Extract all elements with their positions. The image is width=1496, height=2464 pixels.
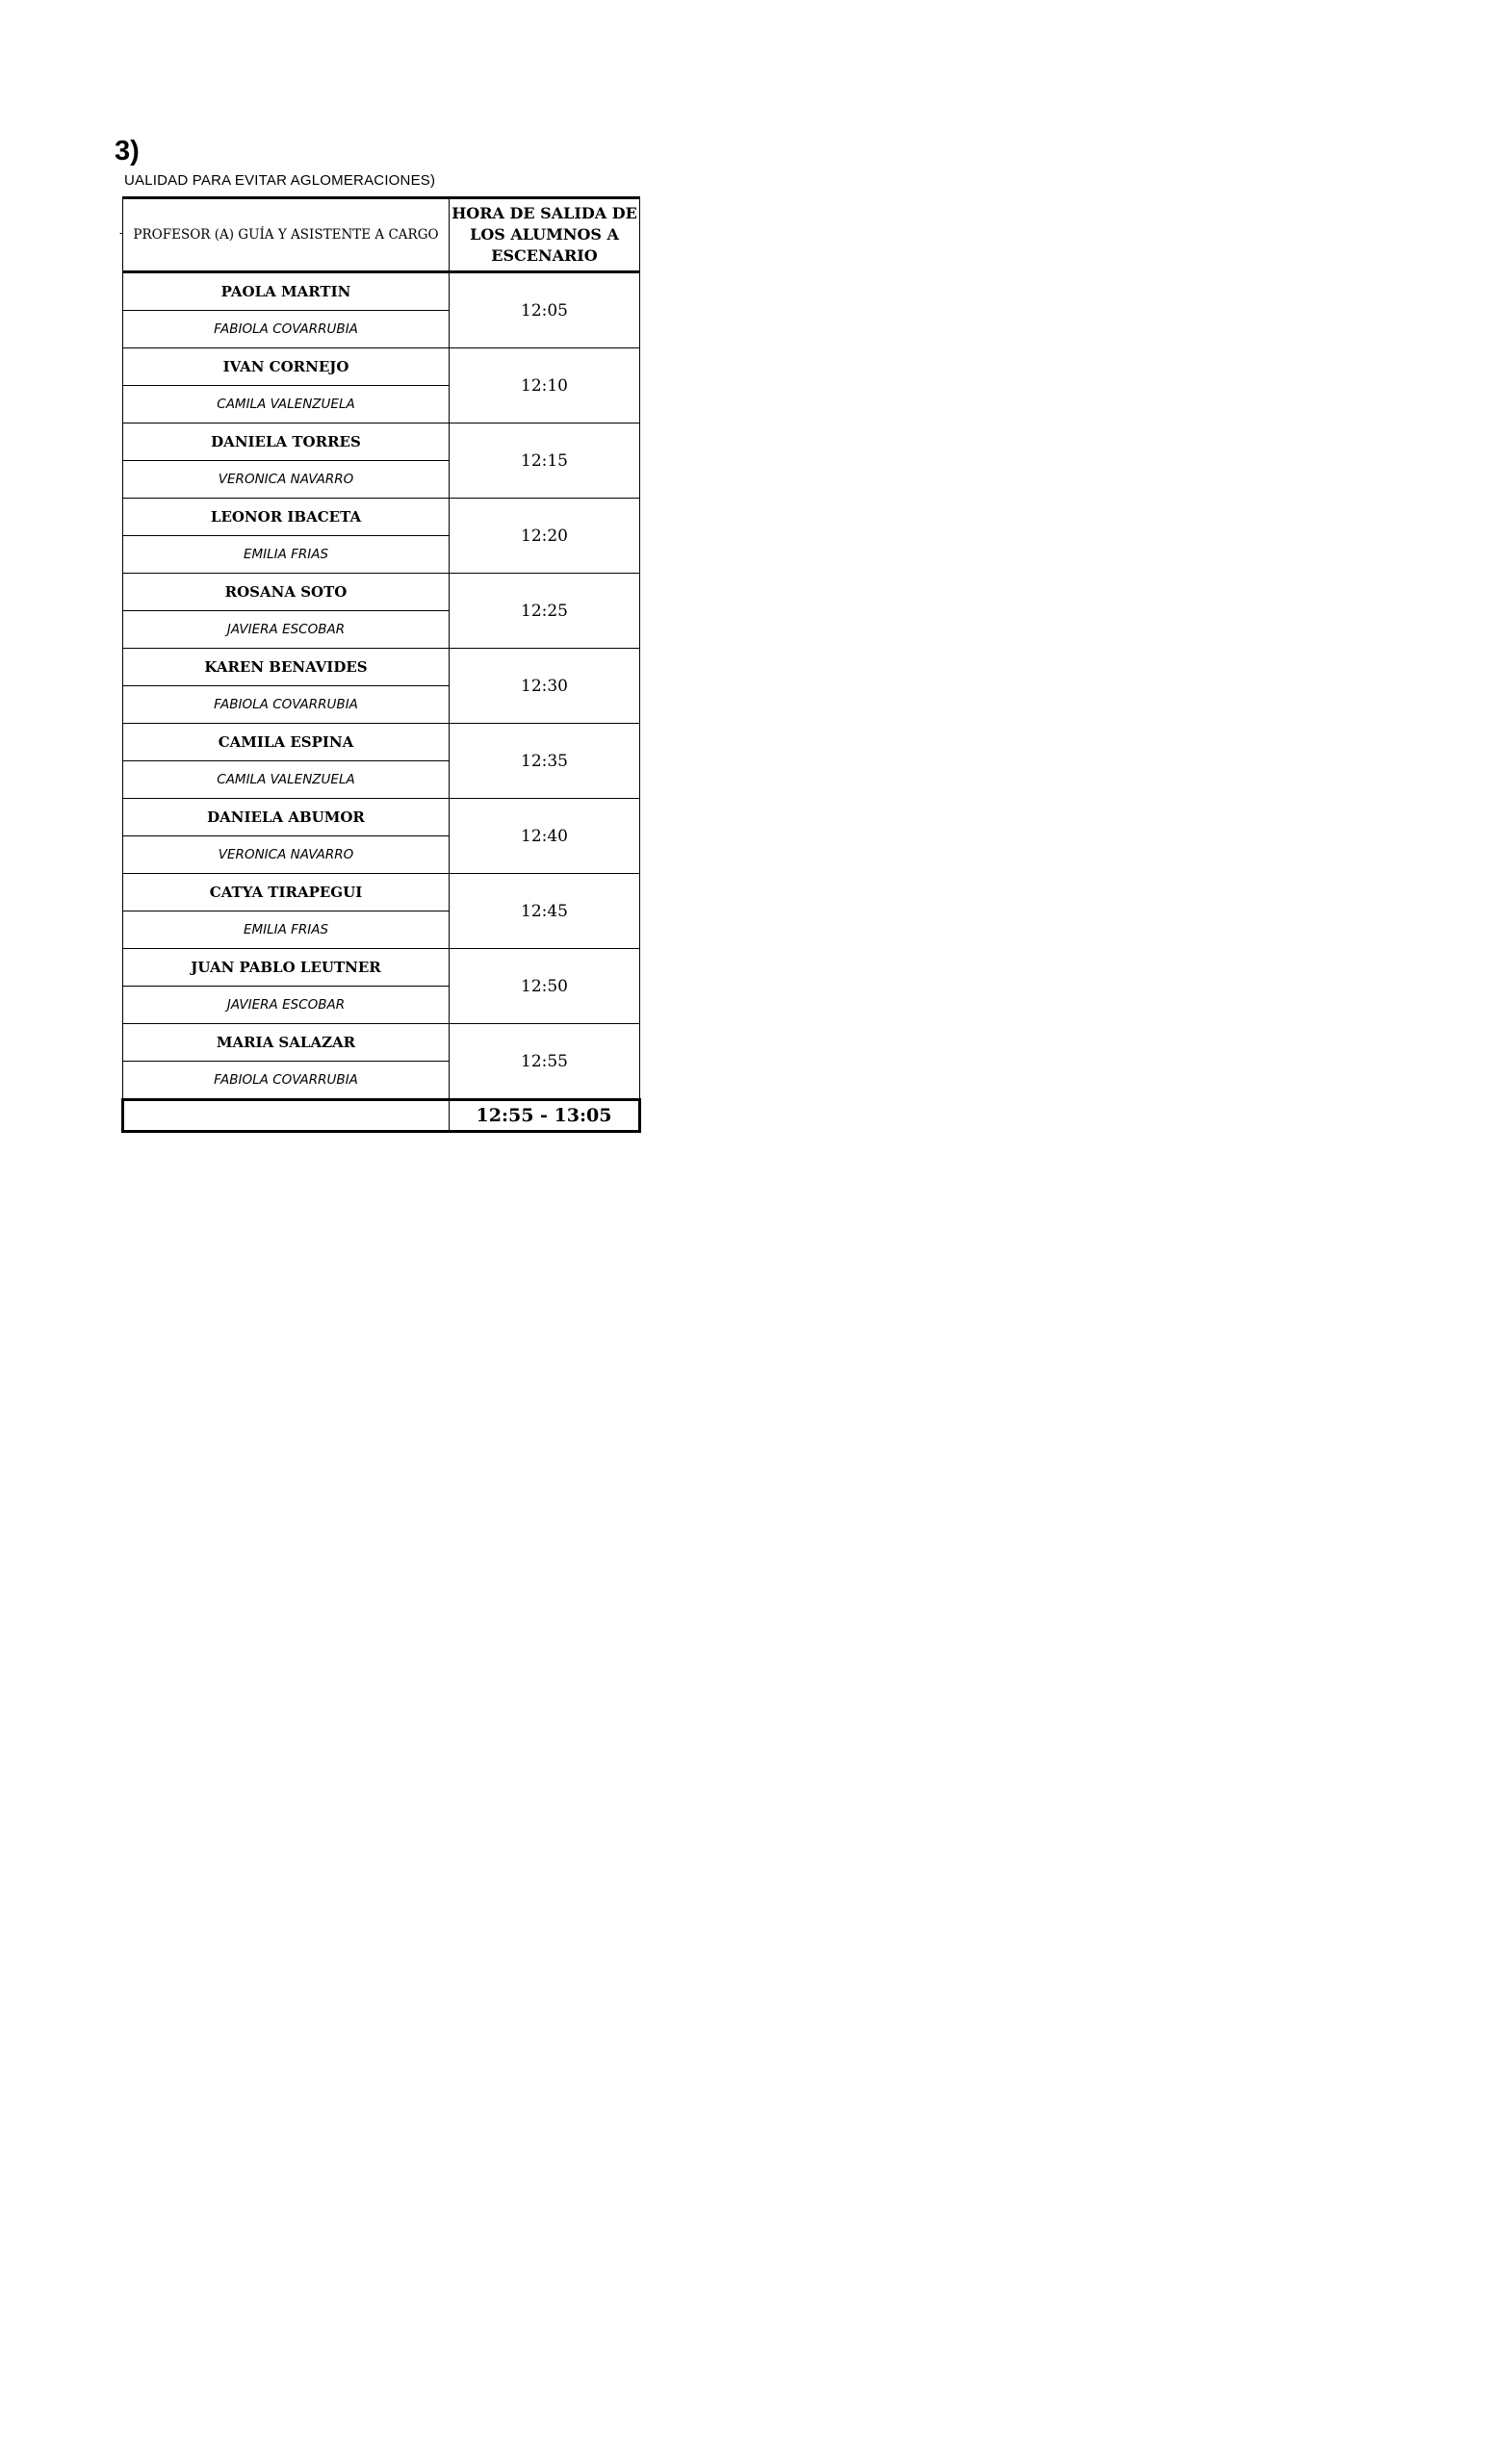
teacher-name: IVAN CORNEJO [123, 348, 450, 386]
table-row [123, 499, 640, 536]
assistant-name: VERONICA NAVARRO [123, 461, 450, 499]
schedule-table [121, 196, 641, 1133]
exit-time: 12:30 [450, 649, 640, 724]
table-row [123, 272, 640, 311]
table-header-row [123, 198, 640, 272]
table-row [123, 874, 640, 911]
teacher-name: DANIELA TORRES [123, 424, 450, 461]
teacher-name: DANIELA ABUMOR [123, 799, 450, 836]
teacher-name: MARIA SALAZAR [123, 1024, 450, 1062]
exit-time: 12:35 [450, 724, 640, 799]
header-exit-time: HORA DE SALIDA DE LOS ALUMNOS A ESCENARIO [450, 198, 640, 272]
assistant-name: JAVIERA ESCOBAR [123, 987, 450, 1024]
teacher-name: JUAN PABLO LEUTNER [123, 949, 450, 987]
exit-time: 12:25 [450, 574, 640, 649]
page-heading-fragment: 3) [115, 136, 140, 167]
exit-time: 12:50 [450, 949, 640, 1024]
header-teacher: PROFESOR (A) GUÍA Y ASISTENTE A CARGO [123, 198, 450, 272]
assistant-name: FABIOLA COVARRUBIA [123, 686, 450, 724]
stray-mark: - [119, 225, 124, 240]
page-subheading-fragment: UALIDAD PARA EVITAR AGLOMERACIONES) [124, 172, 436, 189]
assistant-name: CAMILA VALENZUELA [123, 386, 450, 424]
assistant-name: JAVIERA ESCOBAR [123, 611, 450, 649]
table-footer-row [123, 1100, 640, 1132]
assistant-name: FABIOLA COVARRUBIA [123, 311, 450, 348]
assistant-name: FABIOLA COVARRUBIA [123, 1062, 450, 1100]
footer-time-range: 12:55 - 13:05 [450, 1100, 640, 1132]
table-row [123, 1024, 640, 1062]
teacher-name: PAOLA MARTIN [123, 272, 450, 311]
table-row [123, 574, 640, 611]
exit-time: 12:20 [450, 499, 640, 574]
assistant-name: VERONICA NAVARRO [123, 836, 450, 874]
exit-time: 12:45 [450, 874, 640, 949]
teacher-name: KAREN BENAVIDES [123, 649, 450, 686]
table-row [123, 649, 640, 686]
assistant-name: EMILIA FRIAS [123, 911, 450, 949]
table-row [123, 348, 640, 386]
teacher-name: CAMILA ESPINA [123, 724, 450, 761]
teacher-name: ROSANA SOTO [123, 574, 450, 611]
teacher-name: CATYA TIRAPEGUI [123, 874, 450, 911]
table-row [123, 949, 640, 987]
exit-time: 12:10 [450, 348, 640, 424]
assistant-name: CAMILA VALENZUELA [123, 761, 450, 799]
exit-time: 12:15 [450, 424, 640, 499]
table-row [123, 724, 640, 761]
exit-time: 12:55 [450, 1024, 640, 1100]
exit-time: 12:05 [450, 272, 640, 348]
table-row [123, 424, 640, 461]
table-row [123, 799, 640, 836]
teacher-name: LEONOR IBACETA [123, 499, 450, 536]
footer-empty-cell [123, 1100, 450, 1132]
exit-time: 12:40 [450, 799, 640, 874]
schedule-body [123, 272, 640, 1100]
assistant-name: EMILIA FRIAS [123, 536, 450, 574]
